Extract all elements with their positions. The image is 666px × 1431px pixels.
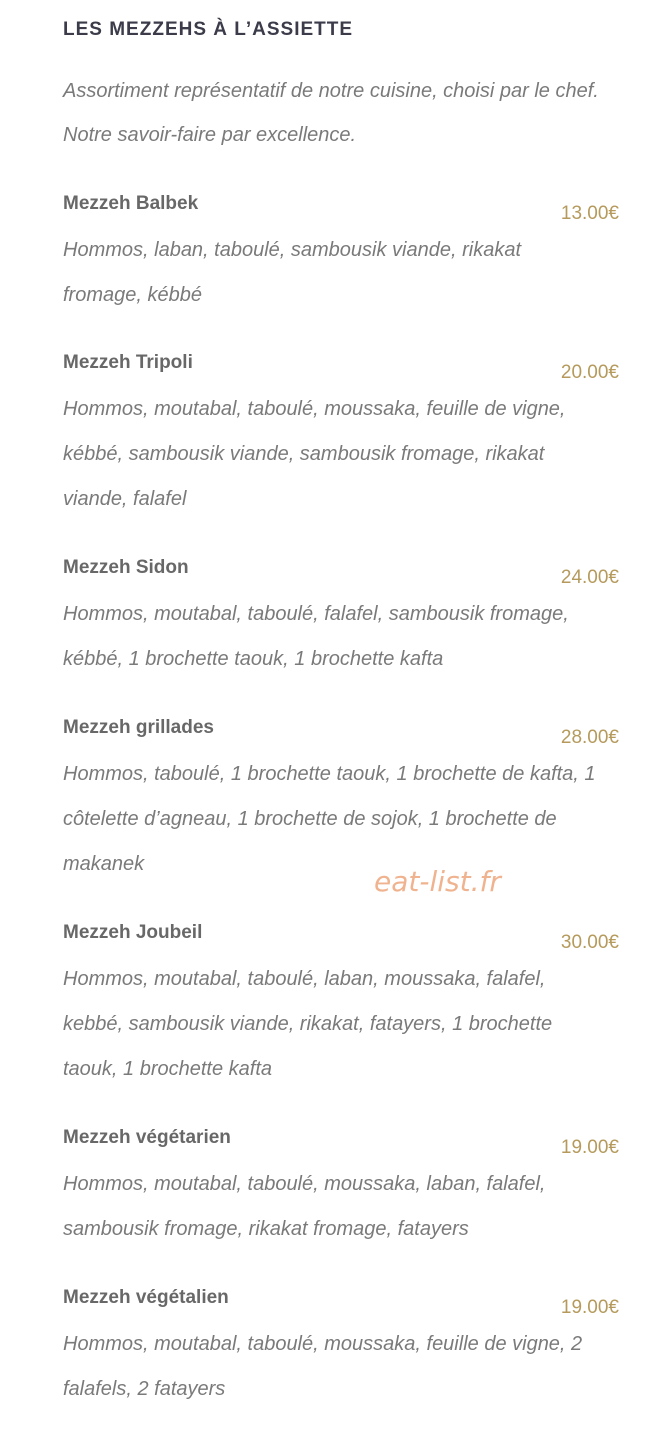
item-description: Hommos, moutabal, taboulé, moussaka, feuille de vigne, 2 falafels, 2 fatayers (63, 1333, 583, 1400)
item-description: Hommos, laban, taboulé, sambousik viande, rikakat fromage, kébbé (63, 239, 522, 306)
item-name: Mezzeh grillades (63, 717, 214, 738)
item-description: Hommos, moutabal, taboulé, moussaka, laban, falafel, sambousik fromage, rikakat fromage, fatayers (63, 1173, 546, 1240)
item-name: Mezzeh végétalien (63, 1287, 229, 1308)
item-price: 20.00€ (560, 362, 619, 383)
item-description: Hommos, moutabal, taboulé, laban, moussaka, falafel, kebbé, sambousik viande, rikakat, fatayers, 1 brochette taouk, 1 brochette kafta (63, 968, 553, 1080)
item-name: Mezzeh Balbek (63, 193, 199, 214)
watermark: eat-list.fr (374, 865, 501, 898)
item-description: Hommos, taboulé, 1 brochette taouk, 1 brochette de kafta, 1 côtelette d’agneau, 1 brochette de sojok, 1 brochette de makanek (63, 763, 596, 875)
item-name: Mezzeh végétarien (63, 1127, 231, 1148)
item-name: Mezzeh Joubeil (63, 922, 203, 943)
section-description: Assortiment représentatif de notre cuisine, choisi par le chef. Notre savoir-faire par excellence. (63, 80, 599, 146)
item-name: Mezzeh Tripoli (63, 352, 193, 373)
item-price: 13.00€ (560, 203, 619, 224)
item-price: 19.00€ (560, 1297, 619, 1318)
item-price: 24.00€ (560, 567, 619, 588)
item-price: 30.00€ (560, 932, 619, 953)
item-price: 28.00€ (560, 727, 619, 748)
item-description: Hommos, moutabal, taboulé, moussaka, feuille de vigne, kébbé, sambousik viande, sambousik fromage, rikakat viande, falafel (63, 398, 566, 510)
item-description: Hommos, moutabal, taboulé, falafel, sambousik fromage, kébbé, 1 brochette taouk, 1 brochette kafta (63, 603, 569, 670)
item-price: 19.00€ (560, 1137, 619, 1158)
section-title: LES MEZZEHS À L’ASSIETTE (63, 19, 354, 40)
item-name: Mezzeh Sidon (63, 557, 189, 578)
